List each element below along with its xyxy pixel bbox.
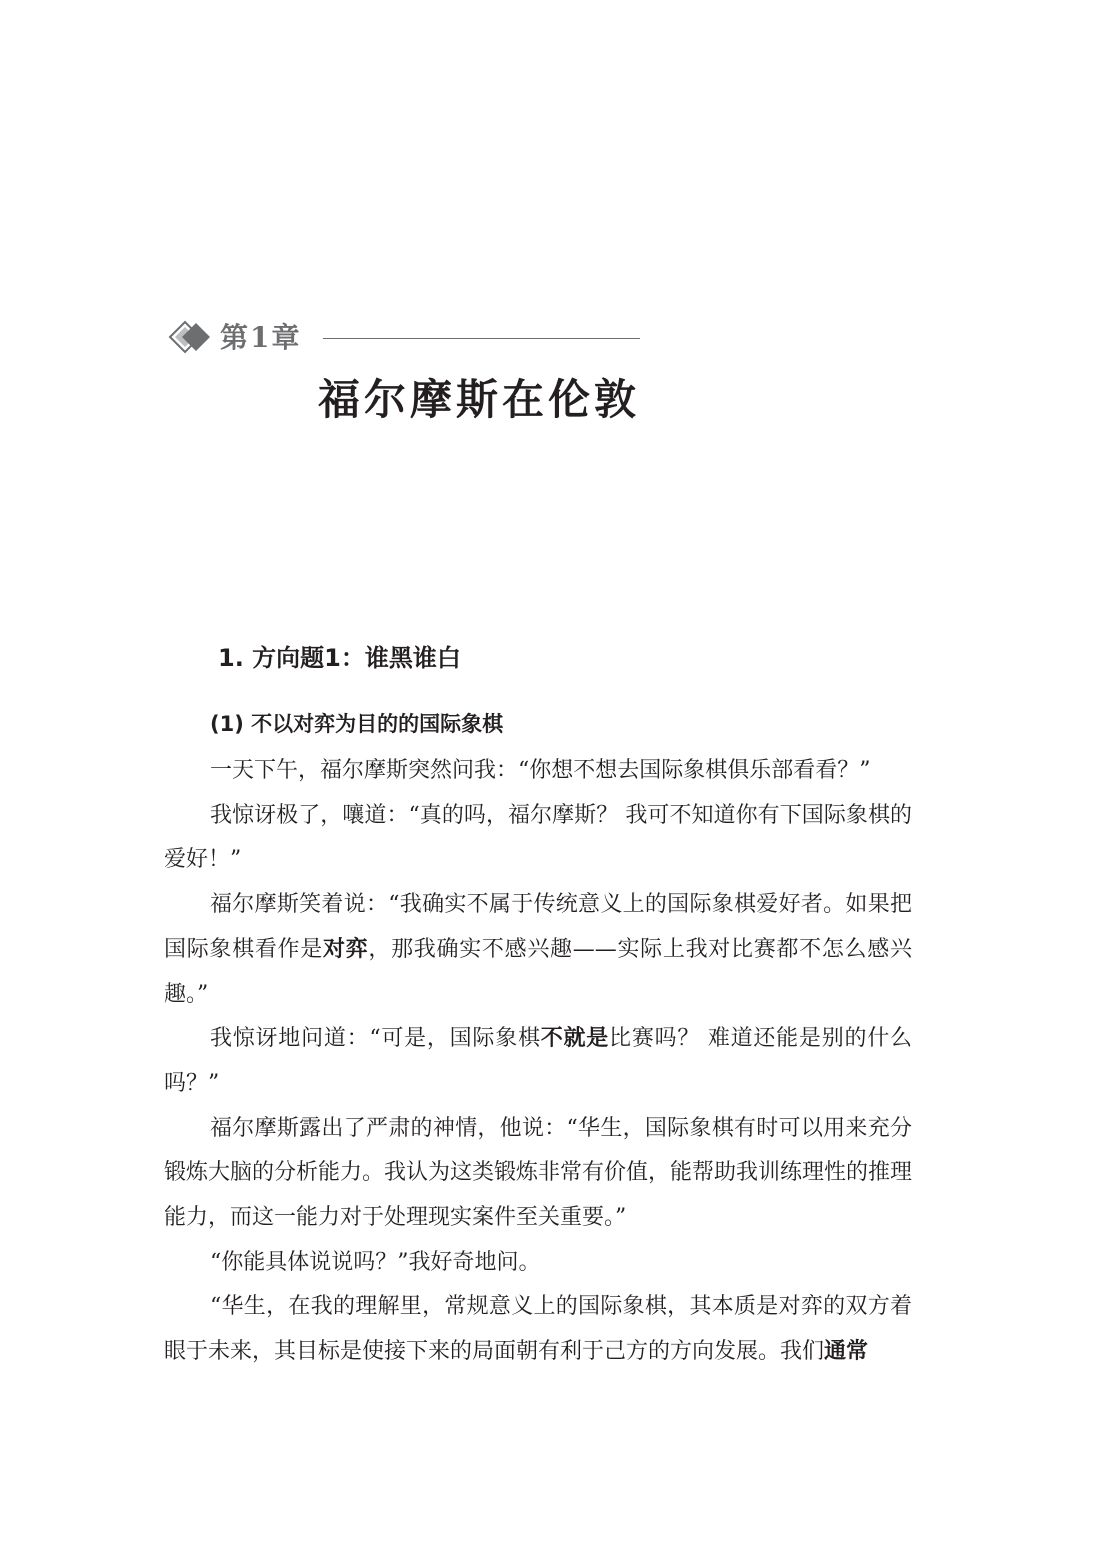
paragraph-text: 比赛吗？ 难道还能是别的什么吗？”: [164, 1026, 912, 1096]
paragraph: [164, 1017, 912, 1106]
section-heading: 1. 方向题1：谁黑谁白: [218, 644, 461, 672]
paragraph-text: ，那我确实不感兴趣——实际上我对比赛都不怎么感兴趣。”: [164, 936, 912, 1007]
emphasis-text: 对弈: [322, 936, 369, 962]
chapter-title: 福尔摩斯在伦敦: [318, 375, 641, 424]
chapter-header: [168, 318, 640, 358]
paragraph: [164, 1107, 912, 1241]
paragraph: [164, 749, 912, 794]
paragraph-text: 福尔摩斯露出了严肃的神情，他说：“华生，国际象棋有时可以用来充分锻炼大脑的分析能力。我认为这类锻炼非常有价值，能帮助我训练理性的推理能力，而这一能力对于处理现实案件至关重要。”: [164, 1115, 913, 1231]
chapter-rule: [323, 338, 640, 339]
emphasis-text: 不就是: [540, 1026, 610, 1052]
body-text: [164, 749, 912, 1375]
paragraph: [164, 794, 912, 883]
paragraph: [164, 1285, 912, 1374]
diamond-ornament-icon: [168, 320, 212, 354]
chapter-label: 第1章: [220, 321, 302, 354]
paragraph-text: 一天下午，福尔摩斯突然问我：“你想不想去国际象棋俱乐部看看？”: [210, 758, 871, 783]
paragraph: [164, 883, 912, 1017]
paragraph-text: “华生，在我的理解里，常规意义上的国际象棋，其本质是对弈的双方着眼于未来，其目标是使接下来的局面朝有利于己方的方向发展。我们: [164, 1294, 912, 1365]
emphasis-text: 通常: [824, 1339, 869, 1365]
paragraph-text: 我惊讶地问道：“可是，国际象棋: [210, 1026, 541, 1052]
paragraph: [164, 1241, 912, 1286]
paragraph-text: “你能具体说说吗？”我好奇地问。: [210, 1249, 541, 1275]
paragraph-text: 福尔摩斯笑着说：“我确实不属于传统意义上的国际象棋爱好者。如果把国际象棋看作是: [164, 892, 912, 962]
subsection-heading: (1) 不以对弈为目的的国际象棋: [210, 712, 504, 736]
paragraph-text: 我惊讶极了，嚷道：“真的吗，福尔摩斯？ 我可不知道你有下国际象棋的爱好！”: [164, 802, 912, 873]
